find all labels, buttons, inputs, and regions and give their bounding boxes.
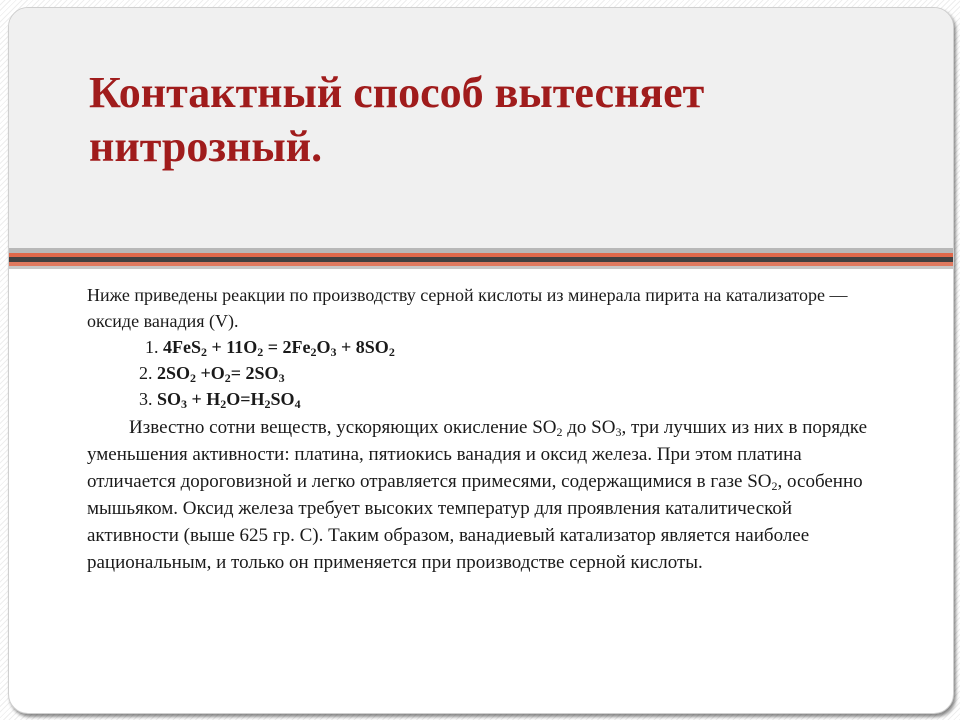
reaction-number: 3. xyxy=(139,389,157,409)
title-band xyxy=(9,8,953,248)
equation-subscript: 2 xyxy=(190,371,197,385)
paragraph-text: Известно сотни веществ, ускоряющих окисление SO xyxy=(129,417,557,438)
equation-text: 2SO xyxy=(157,363,191,383)
equation-text: + 8SO xyxy=(336,337,389,357)
equation-text: = 2SO xyxy=(230,363,279,383)
equation-text: + 11O xyxy=(207,337,258,357)
reaction-list xyxy=(87,334,887,412)
divider-stripe xyxy=(9,266,953,269)
equation-subscript: 3 xyxy=(181,397,188,411)
equation-text: SO xyxy=(157,389,182,409)
equation-subscript: 2 xyxy=(220,397,227,411)
equation-subscript: 2 xyxy=(310,345,317,359)
reaction-3 xyxy=(87,386,887,412)
equation-subscript: 2 xyxy=(201,345,207,359)
reaction-equation xyxy=(163,337,395,357)
reaction-number: 1. xyxy=(145,337,163,357)
equation-subscript: 3 xyxy=(330,345,337,359)
equation-text: + H xyxy=(187,389,221,409)
reaction-equation xyxy=(157,363,285,383)
paragraph-text: , особенно мышьяком. Оксид железа требует высоких температур для проявления каталитической активности (выше 625 гр. С). Таким образом, ванадиевый катализатор является наиболее рациональным, и только он применяется при производстве серной кислоты. xyxy=(87,471,863,573)
paragraph-text: до SO xyxy=(562,417,616,438)
slide-body xyxy=(87,282,887,576)
equation-subscript: 2 xyxy=(257,345,264,359)
intro-text: Ниже приведены реакции по производству серной кислоты из минерала пирита на катализаторе — оксиде ванадия (V). xyxy=(87,285,848,331)
equation-text: 4FeS xyxy=(163,337,201,357)
slide-title: Контактный способ вытесняет нитрозный. xyxy=(89,68,705,171)
equation-subscript: 2 xyxy=(388,345,395,359)
equation-text: O xyxy=(316,337,331,357)
reaction-equation xyxy=(157,389,301,409)
reaction-number: 2. xyxy=(139,363,157,383)
reaction-1 xyxy=(87,334,887,360)
equation-subscript: 4 xyxy=(294,397,301,411)
equation-text: SO xyxy=(270,389,295,409)
equation-subscript: 2 xyxy=(224,371,231,385)
slide xyxy=(8,7,954,714)
paragraph-text: , три лучших из них в порядке уменьшения активности: платина, пятиокись ванадия и оксид железа. При этом платина отличается дороговизной и легко отравляется примесями, содержащимися в газе SO xyxy=(87,417,868,492)
reaction-2 xyxy=(87,360,887,386)
equation-text: = 2Fe xyxy=(263,337,311,357)
equation-text: +O xyxy=(196,363,225,383)
equation-subscript: 3 xyxy=(278,371,285,385)
paragraph-subscript: 3 xyxy=(615,425,622,439)
equation-text: O=H xyxy=(226,389,265,409)
equation-subscript: 2 xyxy=(264,397,271,411)
body-paragraph xyxy=(87,414,887,576)
paragraph-subscript: 2 xyxy=(771,479,778,493)
paragraph-subscript: 2 xyxy=(556,425,563,439)
